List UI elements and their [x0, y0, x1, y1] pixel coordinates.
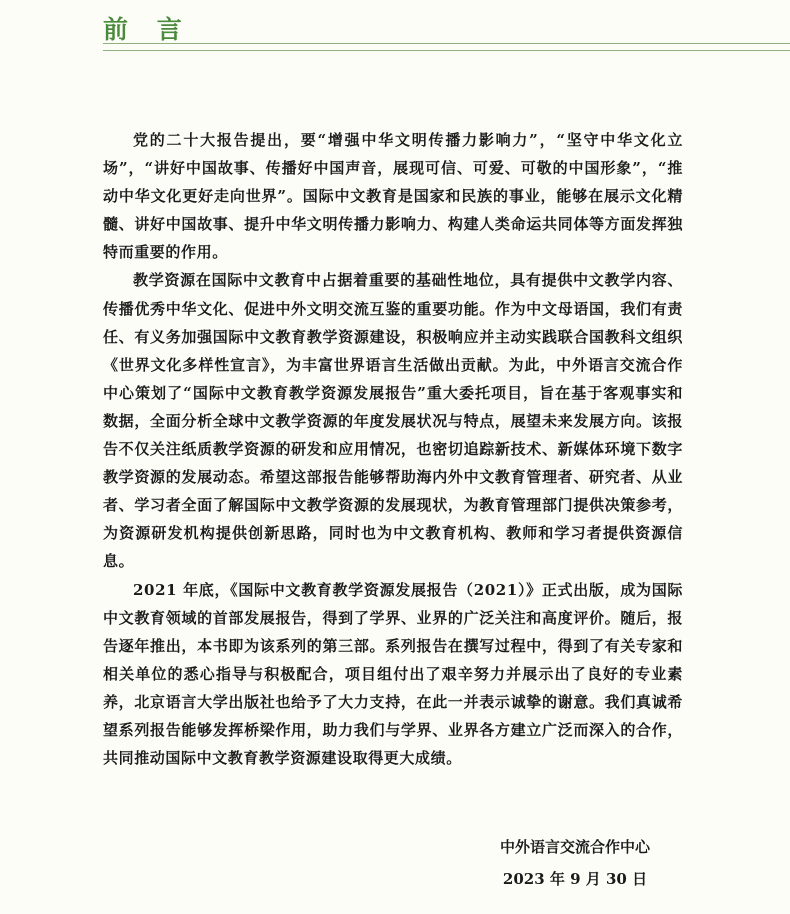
page-title: 前 言: [103, 15, 192, 44]
paragraph-2: 教学资源在国际中文教育中占据着重要的基础性地位，具有提供中文教学内容、传播优秀中华文化、促进中外文明交流互鉴的重要功能。作为中文母语国，我们有责任、有义务加强国际中文教育教学资源建设，积极响应并主动实践联合国教科文组织《世界文化多样性宣言》，为丰富世界语言生活做出贡献。为此，中外语言交流合作中心策划了“国际中文教育教学资源发展报告”重大委托项目，旨在基于客观事实和数据，全面分析全球中文教学资源的年度发展状况与特点，展望未来发展方向。该报告不仅关注纸质教学资源的研发和应用情况，也密切追踪新技术、新媒体环境下数字教学资源的发展动态。希望这部报告能够帮助海内外中文教育管理者、研究者、从业者、学习者全面了解国际中文教学资源的发展现状，为教育管理部门提供决策参考，为资源研发机构提供创新思路，同时也为中文教育机构、教师和学习者提供资源信息。: [103, 271, 683, 571]
body-text: [103, 126, 683, 772]
paragraph-1: 党的二十大报告提出，要“增强中华文明传播力影响力”，“坚守中华文化立场”，“讲好中国故事、传播好中国声音，展现可信、可爱、可敬的中国形象”，“推动中华文化更好走向世界”。国际中文教育是国家和民族的事业，能够在展示文化精髓、讲好中国故事、提升中华文明传播力影响力、构建人类命运共同体等方面发挥独特而重要的作用。: [103, 131, 683, 262]
signature-organization: 中外语言交流合作中心: [499, 838, 650, 856]
signature-date: 2023 年 9 月 30 日: [502, 870, 648, 888]
paragraph-3: 2021 年底，《国际中文教育教学资源发展报告（2021）》正式出版，成为国际中文教育领域的首部发展报告，得到了学界、业界的广泛关注和高度评价。随后，报告逐年推出，本书即为该系列的第三部。系列报告在撰写过程中，得到了有关专家和相关单位的悉心指导与积极配合，项目组付出了艰辛努力并展示出了良好的专业素养，北京语言大学出版社也给予了大力支持，在此一并表示诚挚的谢意。我们真诚希望系列报告能够发挥桥梁作用，助力我们与学界、业界各方建立广泛而深入的合作，共同推动国际中文教育教学资源建设取得更大成绩。: [103, 580, 683, 768]
title-rule: [103, 43, 790, 51]
